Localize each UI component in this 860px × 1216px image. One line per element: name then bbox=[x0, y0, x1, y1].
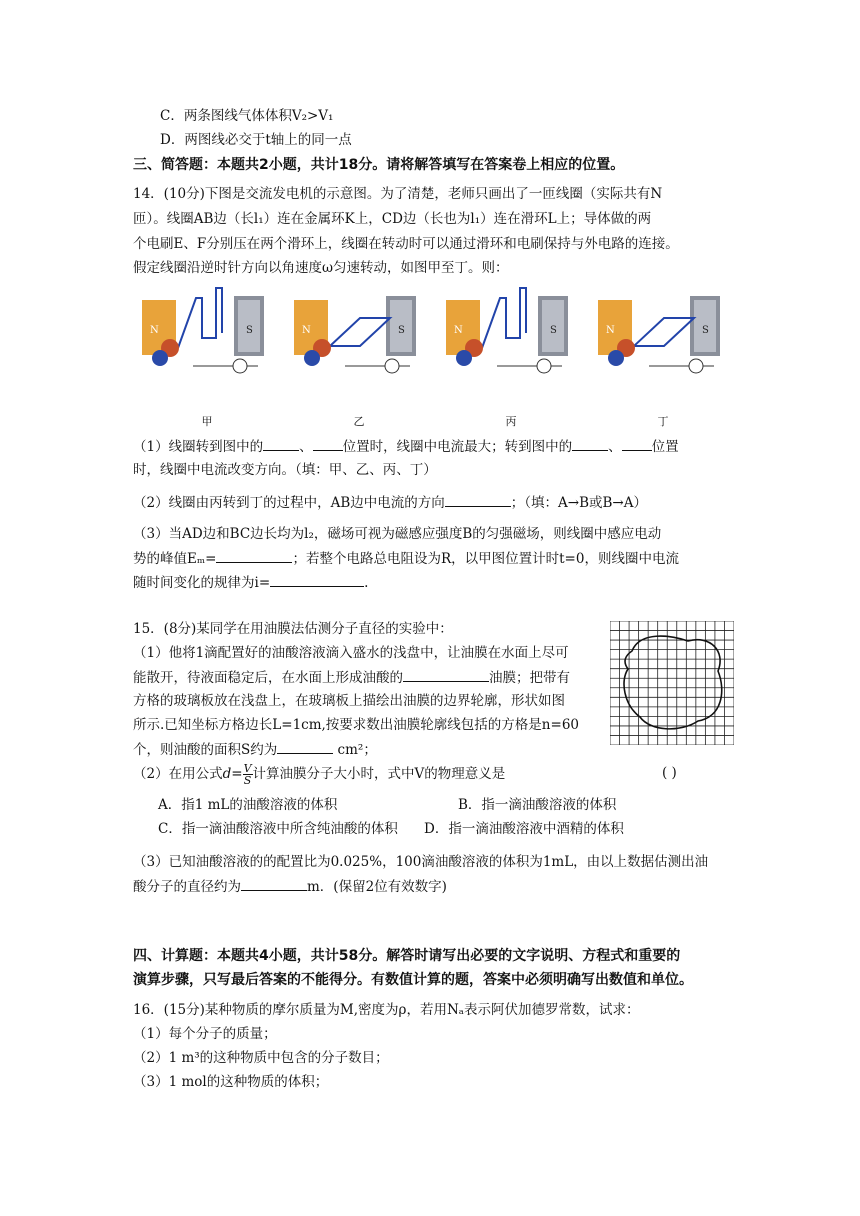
svg-text:N: N bbox=[150, 325, 159, 336]
q14-part2: （2）线圈由丙转到丁的过程中，AB边中电流的方向 ；（填：A→B或B→A） bbox=[133, 492, 647, 513]
section4-heading-line1: 四、计算题：本题共4小题，共计58分。解答时请写出必要的文字说明、方程式和重要的 bbox=[133, 948, 681, 964]
q15-line0: 15．(8分)某同学在用油膜法估测分子直径的实验中： bbox=[133, 621, 453, 637]
svg-text:S: S bbox=[550, 325, 557, 336]
q14-part1: （1）线圈转到图中的 、 位置时，线圈中电流最大；转到图中的 、 位置 bbox=[133, 436, 679, 457]
generator-figure bbox=[594, 278, 724, 416]
q15-part3-cont: 酸分子的直径约为 m．(保留2位有效数字) bbox=[133, 876, 447, 897]
svg-text:S: S bbox=[246, 325, 253, 336]
svg-text:S: S bbox=[398, 325, 405, 336]
option-b: B．指一滴油酸溶液的体积 bbox=[458, 797, 617, 813]
q14-line3: 个电刷E、F分别压在两个滑环上，线圈在转动时可以通过滑环和电刷保持与外电路的连接。 bbox=[133, 236, 679, 252]
option-d: D．指一滴油酸溶液中酒精的体积 bbox=[424, 821, 624, 837]
option-a: A．指1 mL的油酸溶液的体积 bbox=[158, 797, 338, 813]
q14-part3-cont2: 随时间变化的规律为i= . bbox=[133, 572, 368, 593]
q15-options-row1 bbox=[158, 795, 616, 815]
svg-text:S: S bbox=[702, 325, 709, 336]
q15-line4: 所示.已知坐标方格边长L=1cm,按要求数出油膜轮廓线包括的方格是n=60 bbox=[133, 717, 579, 733]
q16-line0: 16．(15分)某种物质的摩尔质量为M,密度为ρ，若用Nₐ表示阿伏加德罗常数，试求： bbox=[133, 1002, 640, 1018]
q14-part3-cont: 势的峰值Eₘ= ；若整个电路总电阻设为R，以甲图位置计时t=0，则线圈中电流 bbox=[133, 548, 679, 569]
q14-part3: （3）当AD边和BC边长均为l₂，磁场可视为磁感应强度B的匀强磁场，则线圈中感应电动 bbox=[133, 526, 662, 542]
generator-figure bbox=[138, 278, 268, 416]
q15-line2: 能散开，待液面稳定后，在水面上形成油酸的 油膜；把带有 bbox=[133, 667, 570, 688]
generator-figure bbox=[442, 278, 572, 416]
q14-line4: 假定线圈沿逆时针方向以角速度ω匀速转动，如图甲至丁。则： bbox=[133, 260, 509, 276]
figure-caption: 丙 bbox=[505, 415, 517, 428]
q15-options-row2 bbox=[158, 819, 624, 839]
q15-part2: （2）在用公式d= $\frac{V}{S}$ 计算油膜分子大小时，式中V的物理意义是 ( ) bbox=[133, 762, 677, 787]
svg-text:N: N bbox=[302, 325, 311, 336]
svg-text:N: N bbox=[454, 325, 463, 336]
section4-heading-line2: 演算步骤，只写最后答案的不能得分。有数值计算的题，答案中必须明确写出数值和单位。 bbox=[133, 972, 693, 988]
option-d: D．两图线必交于t轴上的同一点 bbox=[160, 132, 352, 148]
figure-caption: 丁 bbox=[657, 415, 669, 428]
q16-part1: （1）每个分子的质量； bbox=[133, 1026, 277, 1042]
q14-line2: 匝）。线圈AB边（长l₁）连在金属环K上，CD边（长也为l₁）连在滑环L上；导体做的两 bbox=[133, 211, 652, 227]
q14-part1-cont: 时，线圈中电流改变方向。（填：甲、乙、丙、丁） bbox=[133, 462, 437, 478]
generator-figure bbox=[290, 278, 420, 416]
svg-text:N: N bbox=[606, 325, 615, 336]
q15-line1: （1）他将1滴配置好的油酸溶液滴入盛水的浅盘中，让油膜在水面上尽可 bbox=[133, 645, 569, 661]
q16-part3: （3）1 mol的这种物质的体积； bbox=[133, 1074, 329, 1090]
option-c: C．两条图线气体体积V₂>V₁ bbox=[160, 108, 334, 124]
section3-heading: 三、简答题：本题共2小题，共计18分。请将解答填写在答案卷上相应的位置。 bbox=[133, 157, 625, 173]
figure-caption: 甲 bbox=[201, 415, 213, 428]
oil-film-grid bbox=[610, 621, 734, 745]
q14-line1: 14．(10分)下图是交流发电机的示意图。为了清楚，老师只画出了一匝线圈（实际共有N bbox=[133, 186, 663, 202]
q16-part2: （2）1 m³的这种物质中包含的分子数目； bbox=[133, 1050, 389, 1066]
q15-part3: （3）已知油酸溶液的的配置比为0.025%，100滴油酸溶液的体积为1mL，由以上数据估测出油 bbox=[133, 854, 709, 870]
q15-line5: 个，则油酸的面积S约为 cm²； bbox=[133, 739, 377, 760]
option-c: C．指一滴油酸溶液中所含纯油酸的体积 bbox=[158, 821, 398, 837]
q15-line3: 方格的玻璃板放在浅盘上，在玻璃板上描绘出油膜的边界轮廓，形状如图 bbox=[133, 693, 565, 709]
figure-caption: 乙 bbox=[353, 415, 365, 428]
